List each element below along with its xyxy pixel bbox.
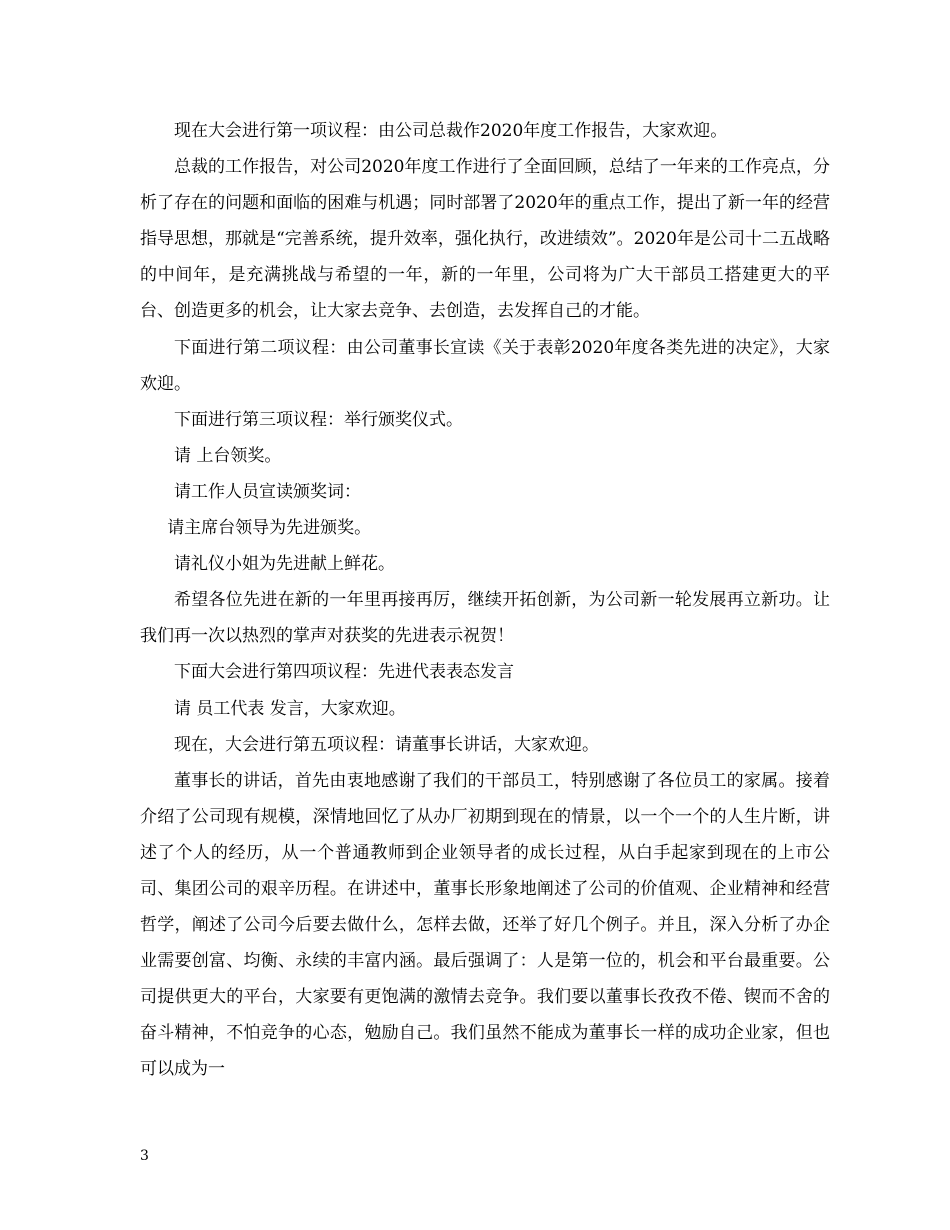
paragraph-representative-speech: 请 员工代表 发言，大家欢迎。	[174, 698, 406, 719]
paragraph-agenda-three: 下面进行第三项议程：举行颁奖仪式。	[174, 409, 463, 430]
paragraph-leaders-present: 请主席台领导为先进颁奖。	[167, 518, 372, 539]
paragraph-agenda-two: 下面进行第二项议程：由公司董事长宣读《关于表彰2020年度各类先进的决定》，大家欢迎。	[140, 337, 830, 394]
paragraph-president-report: 总裁的工作报告，对公司2020年度工作进行了全面回顾，总结了一年来的工作亮点，分析了存在的问题和面临的困难与机遇；同时部署了2020年的重点工作，提出了新一年的经营指导思想，那就是“完善系统，提升效率，强化执行，改进绩效”。2020年是公司十二五战略的中间年，是充满挑战与希望的一年，新的一年里，公司将为广大干部员工搭建更大的平台、创造更多的机会，让大家去竞争、去创造，去发挥自己的才能。	[140, 157, 830, 322]
paragraph-chairman-speech: 董事长的讲话，首先由衷地感谢了我们的干部员工，特别感谢了各位员工的家属。接着介绍了公司现有规模，深情地回忆了从办厂初期到现在的情景，以一个一个的人生片断，讲述了个人的经历，从一个普通教师到企业领导者的成长过程，从白手起家到现在的上市公司、集团公司的艰辛历程。在讲述中，董事长形象地阐述了公司的价值观、企业精神和经营哲学，阐述了公司今后要去做什么，怎样去做，还举了好几个例子。并且，深入分析了办企业需要创富、均衡、永续的丰富内涵。最后强调了：人是第一位的，机会和平台最重要。公司提供更大的平台，大家要有更饱满的激情去竞争。我们要以董事长孜孜不倦、锲而不舍的奋斗精神，不怕竞争的心态，勉励自己。我们虽然不能成为董事长一样的成功企业家，但也可以成为一	[140, 770, 830, 1080]
page-number: 3	[140, 1148, 149, 1164]
document-body	[140, 113, 830, 1088]
paragraph-congratulations: 希望各位先进在新的一年里再接再厉，继续开拓创新，为公司新一轮发展再立新功。让我们再一次以热烈的掌声对获奖的先进表示祝贺！	[140, 590, 830, 647]
paragraph-agenda-five: 现在，大会进行第五项议程：请董事长讲话，大家欢迎。	[174, 734, 599, 755]
paragraph-award-invite: 请 上台领奖。	[174, 445, 282, 466]
paragraph-award-speech: 请工作人员宣读颁奖词：	[174, 481, 361, 502]
paragraph-agenda-four: 下面大会进行第四项议程：先进代表表态发言	[174, 662, 514, 683]
paragraph-flowers: 请礼仪小姐为先进献上鲜花。	[174, 554, 395, 575]
paragraph-agenda-one: 现在大会进行第一项议程：由公司总裁作2020年度工作报告，大家欢迎。	[174, 121, 728, 141]
